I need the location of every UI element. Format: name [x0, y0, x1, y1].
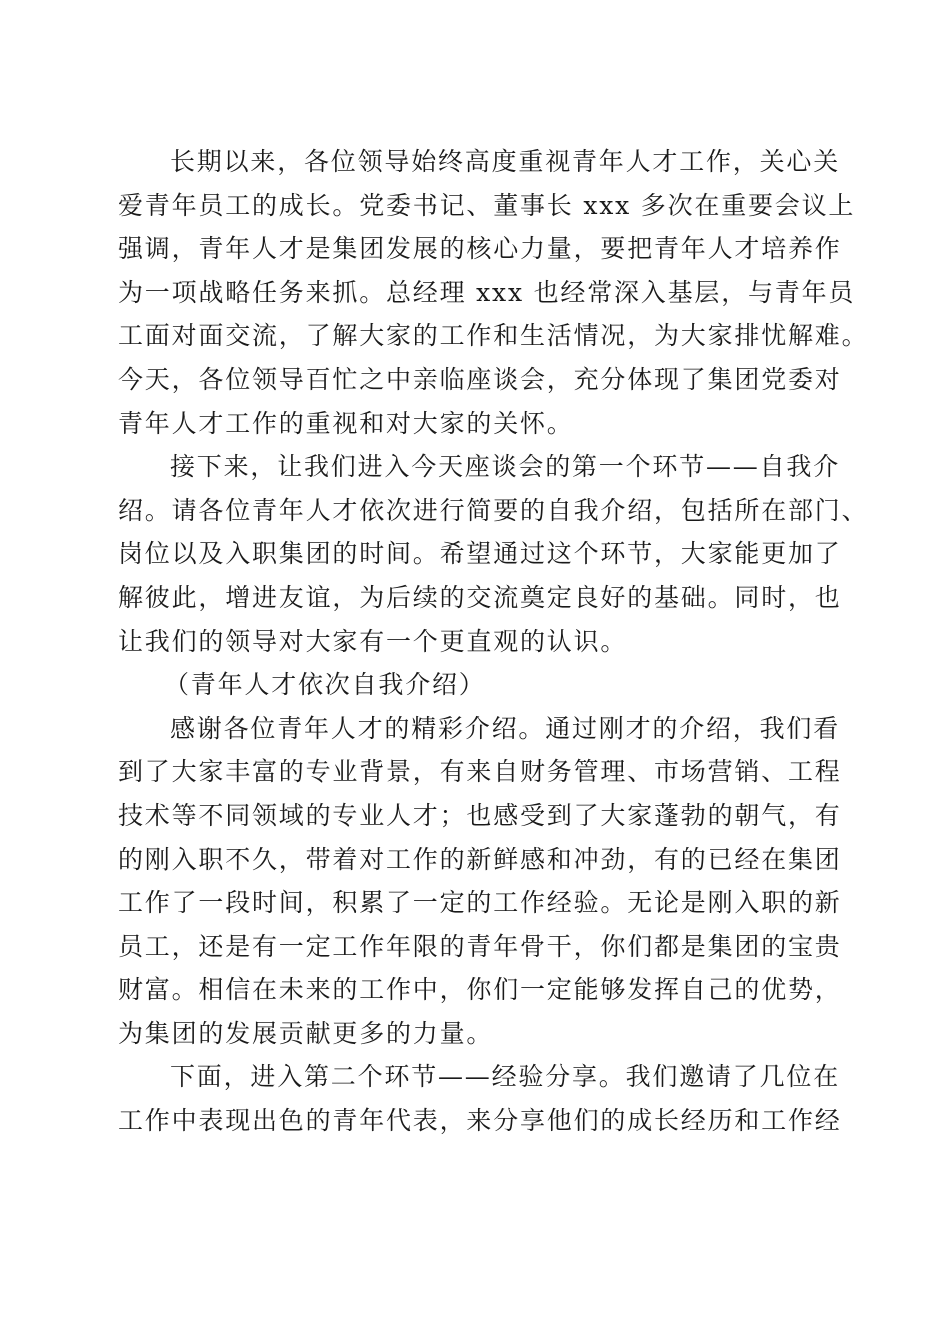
text-line: 感谢各位青年人才的精彩介绍。通过刚才的介绍，我们看: [170, 713, 841, 743]
text-line: 青年人才工作的重视和对大家的关怀。: [118, 408, 574, 438]
text-line: 工作中表现出色的青年代表，来分享他们的成长经历和工作经: [118, 1106, 842, 1136]
text-line: 接下来，让我们进入今天座谈会的第一个环节——自我介: [170, 452, 841, 482]
paragraph-thanks: [118, 707, 842, 1056]
text-line: 今天，各位领导百忙之中亲临座谈会，充分体现了集团党委对: [118, 364, 842, 394]
text-line: 的刚入职不久，带着对工作的新鲜感和冲劲，有的已经在集团: [118, 844, 842, 874]
text-line: 解彼此，增进友谊，为后续的交流奠定良好的基础。同时，也: [118, 582, 842, 612]
text-line: 到了大家丰富的专业背景，有来自财务管理、市场营销、工程: [118, 757, 842, 787]
paragraph-experience-sharing: [118, 1055, 842, 1142]
paragraph-self-introduction: [118, 445, 869, 663]
stage-direction-note: [118, 663, 832, 707]
text-line: 让我们的领导对大家有一个更直观的认识。: [118, 626, 628, 656]
text-line: （青年人才依次自我介绍）: [164, 670, 486, 700]
text-line: 下面，进入第二个环节——经验分享。我们邀请了几位在: [170, 1062, 841, 1092]
text-line: 绍。请各位青年人才依次进行简要的自我介绍，包括所在部门、: [118, 495, 869, 525]
text-line: 为一项战略任务来抓。总经理 xxx 也经常深入基层，与青年员: [118, 277, 856, 307]
paragraph-leadership-care: [118, 140, 869, 445]
text-line: 财富。相信在未来的工作中，你们一定能够发挥自己的优势，: [118, 975, 842, 1005]
text-line: 为集团的发展贡献更多的力量。: [118, 1018, 494, 1048]
document-body: [118, 140, 869, 1143]
text-line: 强调，青年人才是集团发展的核心力量，要把青年人才培养作: [118, 234, 842, 264]
text-line: 爱青年员工的成长。党委书记、董事长 xxx 多次在重要会议上: [118, 190, 856, 220]
text-line: 岗位以及入职集团的时间。希望通过这个环节，大家能更加了: [118, 539, 842, 569]
text-line: 员工，还是有一定工作年限的青年骨干，你们都是集团的宝贵: [118, 931, 842, 961]
text-line: 工作了一段时间，积累了一定的工作经验。无论是刚入职的新: [118, 888, 842, 918]
text-line: 工面对面交流，了解大家的工作和生活情况，为大家排忧解难。: [118, 321, 869, 351]
text-line: 技术等不同领域的专业人才；也感受到了大家蓬勃的朝气，有: [118, 800, 842, 830]
text-line: 长期以来，各位领导始终高度重视青年人才工作，关心关: [170, 147, 841, 176]
